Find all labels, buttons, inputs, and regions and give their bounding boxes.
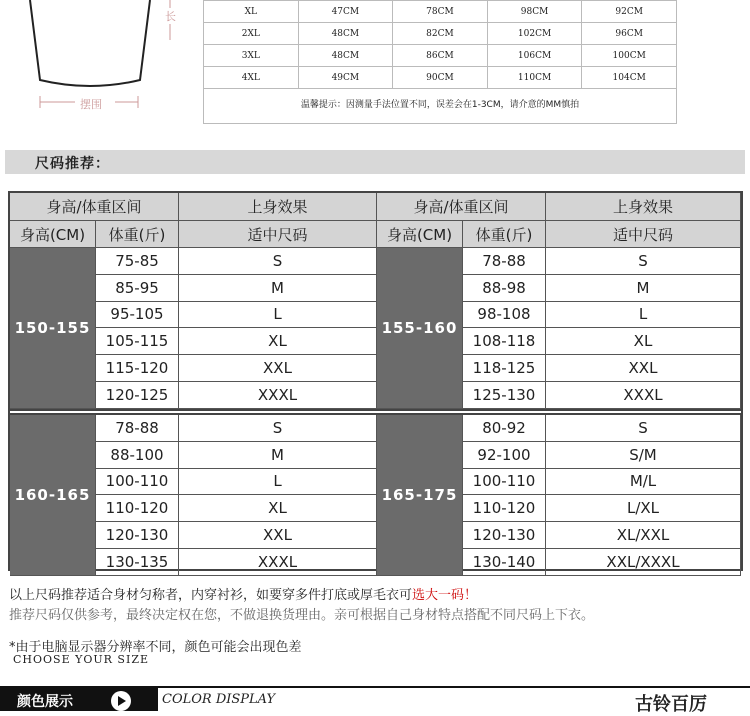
size-table-cell: 48CM bbox=[298, 45, 393, 67]
length-label: 长 bbox=[165, 10, 176, 23]
weight-range-cell: 130-135 bbox=[96, 549, 179, 576]
size-table-cell: 2XL bbox=[204, 23, 299, 45]
weight-range-cell: 100-110 bbox=[463, 469, 546, 496]
weight-range-cell: 92-100 bbox=[463, 442, 546, 469]
fit-size-cell: M bbox=[179, 275, 377, 302]
fit-size-cell: S bbox=[179, 415, 377, 442]
size-table-cell: 78CM bbox=[393, 1, 488, 23]
color-display-label bbox=[0, 688, 158, 711]
size-table-cell: 49CM bbox=[298, 67, 393, 89]
header-fit: 适中尺码 bbox=[179, 221, 377, 248]
size-table bbox=[203, 0, 677, 89]
weight-range-cell: 78-88 bbox=[463, 248, 546, 275]
play-arrow-icon bbox=[111, 691, 131, 711]
fit-size-cell: XXXL bbox=[179, 549, 377, 576]
weight-range-cell: 88-100 bbox=[96, 442, 179, 469]
fit-size-cell: S bbox=[179, 248, 377, 275]
header-height: 身高(CM) bbox=[377, 221, 463, 248]
height-range-cell: 150-155 bbox=[10, 248, 96, 409]
size-table-row bbox=[204, 45, 677, 67]
header-weight: 体重(斤) bbox=[463, 221, 546, 248]
size-table-cell: 4XL bbox=[204, 67, 299, 89]
fit-size-cell: M/L bbox=[546, 469, 741, 496]
height-range-cell: 160-165 bbox=[10, 415, 96, 576]
weight-range-cell: 100-110 bbox=[96, 469, 179, 496]
fit-size-cell: S bbox=[546, 415, 741, 442]
weight-range-cell: 80-92 bbox=[463, 415, 546, 442]
fit-size-cell: S bbox=[546, 248, 741, 275]
header-fit: 适中尺码 bbox=[546, 221, 741, 248]
weight-range-cell: 88-98 bbox=[463, 275, 546, 302]
size-table-cell: 96CM bbox=[582, 23, 677, 45]
size-table-cell: 90CM bbox=[393, 67, 488, 89]
fit-size-cell: XL bbox=[546, 328, 741, 355]
fit-size-cell: XXXL bbox=[179, 382, 377, 409]
choose-size-label: CHOOSE YOUR SIZE bbox=[13, 653, 149, 666]
size-recommendation-table bbox=[8, 191, 743, 571]
note-line-1 bbox=[9, 584, 477, 603]
size-table-cell: 106CM bbox=[487, 45, 582, 67]
size-table-cell: 98CM bbox=[487, 1, 582, 23]
fit-size-cell: XXXL bbox=[546, 382, 741, 409]
header-range: 身高/体重区间 bbox=[10, 193, 179, 221]
size-table-cell: 100CM bbox=[582, 45, 677, 67]
weight-range-cell: 85-95 bbox=[96, 275, 179, 302]
fit-size-cell: XL/XXL bbox=[546, 522, 741, 549]
fit-size-cell: L bbox=[546, 302, 741, 329]
size-table-cell: 102CM bbox=[487, 23, 582, 45]
weight-range-cell: 120-125 bbox=[96, 382, 179, 409]
fit-size-cell: L/XL bbox=[546, 495, 741, 522]
header-weight: 体重(斤) bbox=[96, 221, 179, 248]
fit-size-cell: M bbox=[546, 275, 741, 302]
weight-range-cell: 120-130 bbox=[96, 522, 179, 549]
fit-size-cell: XL bbox=[179, 495, 377, 522]
fit-size-cell: XXL bbox=[179, 355, 377, 382]
weight-range-cell: 125-130 bbox=[463, 382, 546, 409]
header-range: 身高/体重区间 bbox=[377, 193, 546, 221]
size-table-cell: 110CM bbox=[487, 67, 582, 89]
note-line-1-highlight: 选大一码！ bbox=[412, 588, 478, 603]
group-separator bbox=[10, 409, 741, 415]
fit-size-cell: XXL/XXXL bbox=[546, 549, 741, 576]
size-table-row bbox=[204, 1, 677, 23]
weight-range-cell: 98-108 bbox=[463, 302, 546, 329]
fit-size-cell: XXL bbox=[546, 355, 741, 382]
size-table-cell: XL bbox=[204, 1, 299, 23]
weight-range-cell: 110-120 bbox=[463, 495, 546, 522]
weight-range-cell: 75-85 bbox=[96, 248, 179, 275]
section-title: 尺码推荐： bbox=[5, 150, 745, 174]
fit-size-cell: XL bbox=[179, 328, 377, 355]
weight-range-cell: 78-88 bbox=[96, 415, 179, 442]
height-range-cell: 155-160 bbox=[377, 248, 463, 409]
header-effect: 上身效果 bbox=[179, 193, 377, 221]
weight-range-cell: 115-120 bbox=[96, 355, 179, 382]
color-display-text: 颜色展示 bbox=[17, 694, 73, 710]
height-range-cell: 165-175 bbox=[377, 415, 463, 576]
color-display-en: COLOR DISPLAY bbox=[162, 692, 276, 707]
weight-range-cell: 118-125 bbox=[463, 355, 546, 382]
warm-tip: 温馨提示：因测量手法位置不同，误差会在1-3CM，请介意的MM慎拍 bbox=[203, 88, 677, 124]
weight-range-cell: 108-118 bbox=[463, 328, 546, 355]
header-height: 身高(CM) bbox=[10, 221, 96, 248]
color-display-bar bbox=[0, 686, 750, 715]
size-table-row bbox=[204, 23, 677, 45]
note-line-3: *由于电脑显示器分辨率不同，颜色可能会出现色差 bbox=[9, 640, 302, 655]
size-table-row bbox=[204, 67, 677, 89]
size-table-cell: 48CM bbox=[298, 23, 393, 45]
retro-title: 古铃百厉 bbox=[635, 694, 707, 715]
note-line-1-text: 以上尺码推荐适合身材匀称者，内穿衬衫，如要穿多件打底或厚毛衣可 bbox=[9, 588, 413, 603]
fit-size-cell: M bbox=[179, 442, 377, 469]
fit-size-cell: XXL bbox=[179, 522, 377, 549]
size-table-cell: 82CM bbox=[393, 23, 488, 45]
fit-size-cell: S/M bbox=[546, 442, 741, 469]
size-table-cell: 47CM bbox=[298, 1, 393, 23]
weight-range-cell: 130-140 bbox=[463, 549, 546, 576]
weight-range-cell: 95-105 bbox=[96, 302, 179, 329]
size-table-cell: 104CM bbox=[582, 67, 677, 89]
fit-size-cell: L bbox=[179, 302, 377, 329]
hem-label: 摆围 bbox=[80, 98, 102, 111]
weight-range-cell: 105-115 bbox=[96, 328, 179, 355]
size-table-cell: 92CM bbox=[582, 1, 677, 23]
size-table-cell: 3XL bbox=[204, 45, 299, 67]
weight-range-cell: 120-130 bbox=[463, 522, 546, 549]
note-line-2: 推荐尺码仅供参考，最终决定权在您，不做退换货理由。亲可根据自己身材特点搭配不同尺码上下衣。 bbox=[9, 608, 595, 623]
fit-size-cell: L bbox=[179, 469, 377, 496]
header-effect: 上身效果 bbox=[546, 193, 741, 221]
weight-range-cell: 110-120 bbox=[96, 495, 179, 522]
size-table-cell: 86CM bbox=[393, 45, 488, 67]
